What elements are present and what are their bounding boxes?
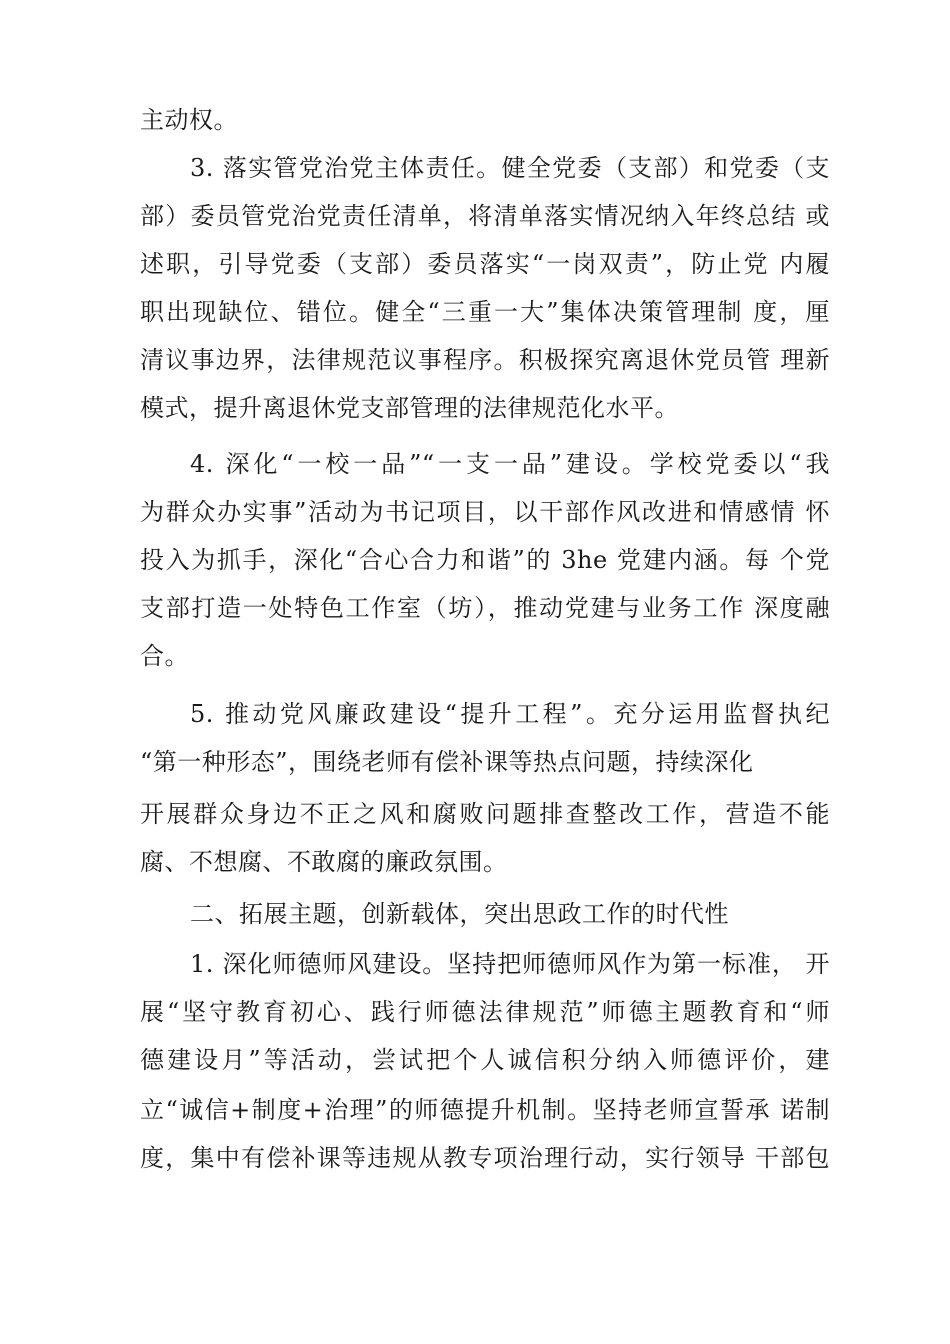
- text-line-12: 合。: [140, 642, 189, 670]
- text-line-1: 主动权。: [140, 106, 238, 134]
- text-line-20: 德建设月”等活动，尝试把个人诚信积分纳入师德评价，建: [140, 1046, 830, 1074]
- text-line-3: 部）委员管党治党责任清单，将清单落实情况纳入年终总结 或: [140, 202, 830, 230]
- text-line-8: 4. 深化“一校一品”“一支一品”建设。学校党委以“我: [190, 450, 830, 478]
- text-line-14: “第一种形态”，围绕老师有偿补课等热点问题，持续深化: [140, 748, 754, 776]
- text-line-5: 职出现缺位、错位。健全“三重一大”集体决策管理制 度，厘: [140, 298, 830, 326]
- text-line-11: 支部打造一处特色工作室（坊），推动党建与业务工作 深度融: [140, 594, 830, 622]
- section-heading: 二、拓展主题，创新载体，突出思政工作的时代性: [190, 900, 729, 928]
- text-line-6: 清议事边界，法律规范议事程序。积极探究离退休党员管 理新: [140, 346, 830, 374]
- text-line-22: 度，集中有偿补课等违规从教专项治理行动，实行领导 干部包: [140, 1144, 830, 1172]
- text-line-9: 为群众办实事”活动为书记项目，以干部作风改进和情感情 怀: [140, 498, 830, 526]
- text-line-15: 开展群众身边不正之风和腐败问题排查整改工作，营造不能: [140, 800, 830, 828]
- text-line-7: 模式，提升离退休党支部管理的法律规范化水平。: [140, 394, 679, 422]
- text-line-10: 投入为抓手，深化“合心合力和谐”的 3he 党建内涵。每 个党: [140, 546, 830, 574]
- text-line-16: 腐、不想腐、不敢腐的廉政氛围。: [140, 848, 508, 876]
- text-line-4: 述职，引导党委（支部）委员落实“一岗双责”，防止党 内履: [140, 250, 830, 278]
- text-line-18: 1. 深化师德师风建设。坚持把师德师风作为第一标准， 开: [190, 950, 830, 978]
- text-line-21: 立“诚信+制度+治理”的师德提升机制。坚持老师宣誓承 诺制: [140, 1096, 830, 1124]
- text-line-2: 3. 落实管党治党主体责任。健全党委（支部）和党委（支: [190, 154, 830, 182]
- text-line-19: 展“坚守教育初心、践行师德法律规范”师德主题教育和“师: [140, 998, 830, 1026]
- text-line-13: 5. 推动党风廉政建设“提升工程”。充分运用监督执纪: [190, 700, 830, 728]
